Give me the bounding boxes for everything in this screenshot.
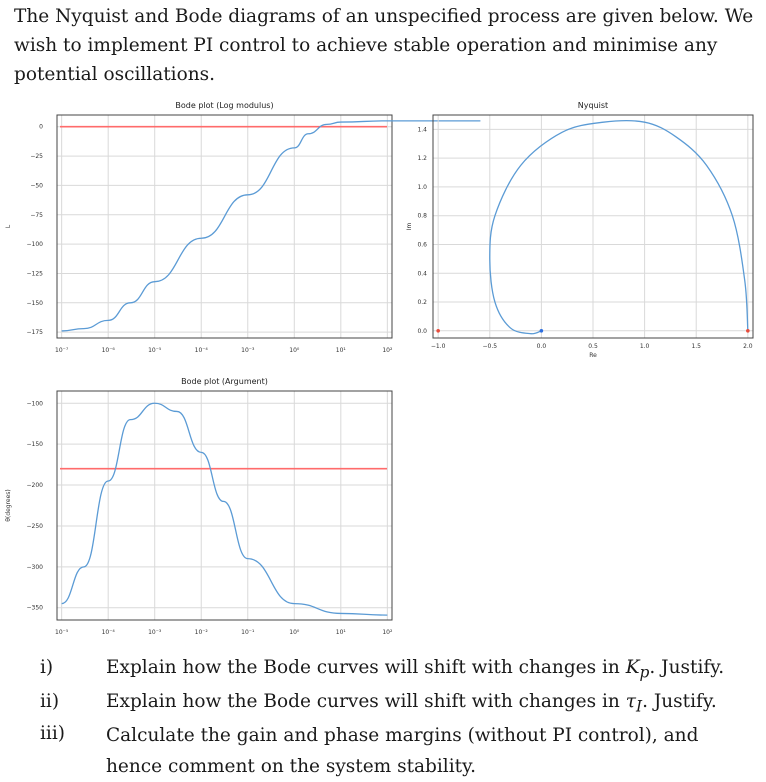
question-text: Explain how the Bode curves will shift with changes in $\tau_I$. Justify. (106, 691, 717, 716)
question-text: Explain how the Bode curves will shift with changes in $K_p$. Justify. (106, 657, 725, 682)
x-tick-label: −1.0 (430, 343, 446, 350)
y-tick-label: 1.2 (417, 155, 427, 163)
y-tick-label: 1.4 (417, 126, 427, 134)
point-marker (540, 329, 544, 333)
point-marker (436, 329, 440, 333)
y-tick-label: −175 (26, 329, 43, 337)
y-axis-label: Im (406, 222, 413, 231)
y-tick-label: −50 (30, 182, 43, 190)
x-tick-label: 10² (382, 629, 393, 636)
y-tick-label: 0 (39, 123, 43, 131)
x-tick-label: 10⁻⁵ (148, 347, 162, 354)
x-tick-label: 2.0 (743, 343, 753, 350)
x-tick-label: 10¹ (335, 629, 346, 636)
chart-title: Bode plot (Argument) (181, 377, 268, 386)
question-text: Calculate the gain and phase margins (without PI control), and hence comment on the system stability. (106, 725, 699, 777)
y-tick-label: −150 (26, 441, 43, 449)
x-tick-label: 10⁻⁷ (55, 347, 69, 354)
question-number: iii) (40, 723, 65, 744)
nyquist-plot (395, 100, 765, 365)
x-tick-label: 1.5 (691, 343, 701, 350)
y-tick-label: −100 (26, 241, 43, 249)
question-number: i) (40, 657, 54, 678)
y-tick-label: 0.0 (417, 327, 427, 335)
y-tick-label: 1.0 (417, 183, 427, 191)
plot-frame (57, 391, 392, 620)
y-tick-label: −100 (26, 400, 43, 408)
x-tick-label: 10⁰ (289, 347, 300, 354)
x-tick-label: 10¹ (335, 347, 346, 354)
question-number: ii) (40, 691, 60, 712)
x-axis-label: Re (589, 352, 597, 359)
y-axis-label: θ(degrees) (5, 489, 12, 522)
y-tick-label: −300 (26, 563, 43, 571)
plot-frame (57, 115, 392, 338)
y-tick-label: −25 (30, 153, 43, 161)
x-tick-label: −0.5 (482, 343, 498, 350)
bode-magnitude-plot (0, 100, 393, 365)
intro-paragraph: The Nyquist and Bode diagrams of an unspecified process are given below. We wish to implement PI control to achieve stable operation and minimise any potential oscillations. (14, 6, 754, 85)
x-tick-label: 10⁻¹ (241, 629, 255, 636)
x-tick-label: 1.0 (639, 343, 650, 350)
y-tick-label: 0.2 (417, 299, 427, 307)
x-tick-label: 0.5 (588, 343, 598, 350)
x-tick-label: 10² (382, 347, 393, 354)
chart-title: Nyquist (577, 101, 609, 110)
y-tick-label: −200 (26, 482, 43, 490)
bode-phase-plot (0, 377, 393, 640)
x-tick-label: 10⁻⁶ (101, 347, 115, 354)
x-tick-label: 10⁻⁴ (194, 347, 208, 354)
y-tick-label: 0.4 (417, 270, 427, 278)
chart-title: Bode plot (Log modulus) (175, 101, 274, 110)
kp-symbol: K (625, 657, 640, 678)
y-tick-label: −125 (26, 270, 43, 278)
y-tick-label: 0.6 (417, 241, 427, 249)
y-tick-label: 0.8 (417, 212, 427, 220)
x-tick-label: 10⁻⁵ (55, 629, 69, 636)
point-marker (746, 329, 750, 333)
y-tick-label: −150 (26, 299, 43, 307)
x-tick-label: 10⁻³ (148, 629, 162, 636)
tau-symbol: τ (625, 691, 636, 712)
x-tick-label: 10⁻³ (241, 347, 255, 354)
data-curve (62, 403, 388, 615)
y-tick-label: −75 (30, 211, 43, 219)
y-axis-label: L (5, 224, 12, 229)
x-tick-label: 10⁻² (194, 629, 208, 636)
x-tick-label: 0.0 (536, 343, 547, 350)
y-tick-label: −350 (26, 604, 43, 612)
x-tick-label: 10⁻⁴ (101, 629, 115, 636)
y-tick-label: −250 (26, 522, 43, 530)
x-tick-label: 10⁰ (289, 629, 300, 636)
